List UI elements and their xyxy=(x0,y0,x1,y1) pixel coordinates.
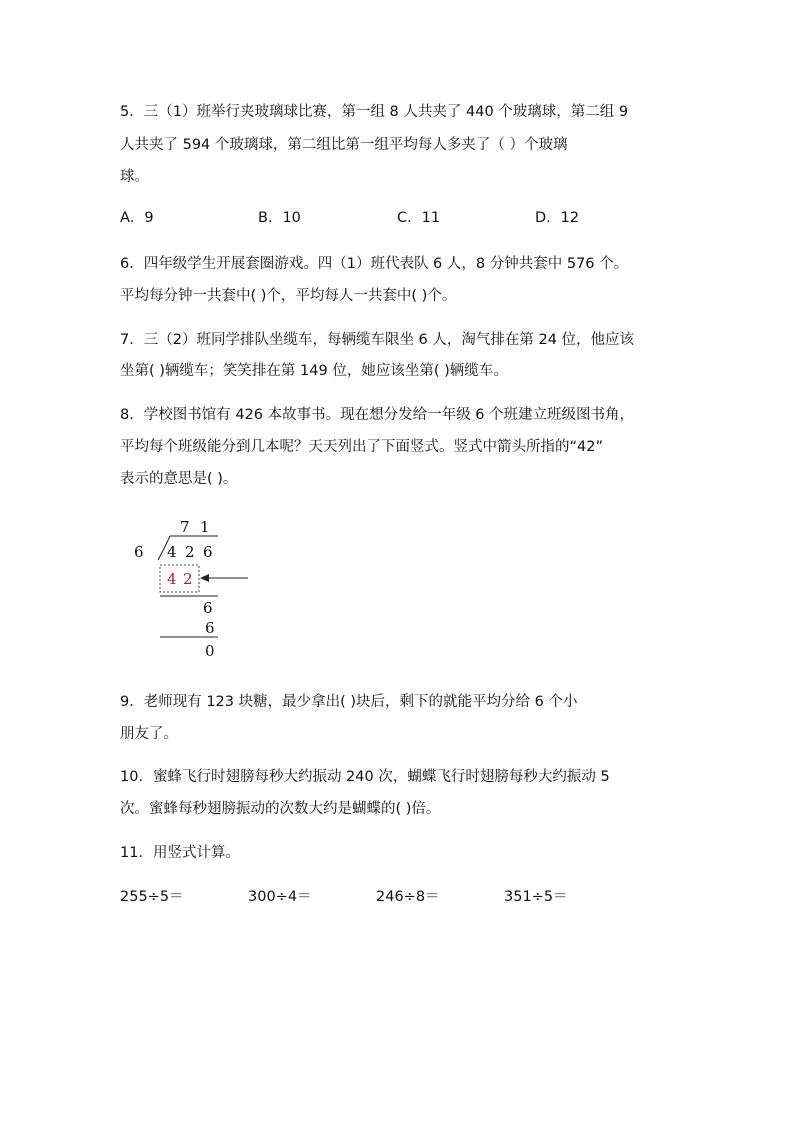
q5-option-b: B．10 xyxy=(258,210,301,226)
q11-item-4: 351÷5＝ xyxy=(504,889,568,905)
dividend-digit-1: 4 xyxy=(167,543,177,561)
q5-option-a: A．9 xyxy=(120,210,154,226)
divisor: 6 xyxy=(134,543,144,561)
q6-line-1: 6．四年级学生开展套圈游戏。四（1）班代表队 6 人，8 分钟共套中 576 个。 xyxy=(120,256,629,272)
q11-title: 11．用竖式计算。 xyxy=(120,845,240,861)
q5-option-d: D．12 xyxy=(535,210,580,226)
q8-line-2: 平均每个班级能分到几本呢？天天列出了下面竖式。竖式中箭头所指的“42” xyxy=(120,439,603,455)
q11-item-3: 246÷8＝ xyxy=(376,889,440,905)
step1-digit-1: 4 xyxy=(167,570,177,588)
highlight-box xyxy=(160,565,199,592)
q10-line-1: 10．蜜蜂飞行时翅膀每秒大约振动 240 次，蝴蝶飞行时翅膀每秒大约振动 5 xyxy=(120,769,610,785)
quotient-digit-1: 7 xyxy=(180,518,190,536)
q11-item-2: 300÷4＝ xyxy=(248,889,312,905)
q7-line-2: 坐第( )辆缆车；笑笑排在第 149 位，她应该坐第( )辆缆车。 xyxy=(120,363,508,379)
q8-line-1: 8．学校图书馆有 426 本故事书。现在想分发给一年级 6 个班建立班级图书角， xyxy=(120,407,635,423)
q5-option-c: C．11 xyxy=(397,210,441,226)
q9-line-2: 朋友了。 xyxy=(120,726,178,742)
dividend-digit-2: 2 xyxy=(185,543,195,561)
q6-line-2: 平均每分钟一共套中( )个，平均每人一共套中( )个。 xyxy=(120,288,457,304)
step2-digit: 6 xyxy=(203,599,213,617)
q7-line-1: 7．三（2）班同学排队坐缆车，每辆缆车限坐 6 人，淘气排在第 24 位，他应该 xyxy=(120,332,635,348)
q5-line-3: 球。 xyxy=(120,169,149,185)
q10-line-2: 次。蜜蜂每秒翅膀振动的次数大约是蝴蝶的( )倍。 xyxy=(120,801,441,817)
q5-line-1: 5．三（1）班举行夹玻璃球比赛，第一组 8 人共夹了 440 个玻璃球，第二组 9 xyxy=(120,104,629,120)
long-division-figure xyxy=(120,505,280,665)
remainder-digit: 0 xyxy=(205,642,215,660)
step1-digit-2: 2 xyxy=(183,570,193,588)
q5-line-2: 人共夹了 594 个玻璃球，第二组比第一组平均每人多夹了（ ）个玻璃 xyxy=(120,137,568,153)
quotient-digit-2: 1 xyxy=(200,518,210,536)
step3-digit: 6 xyxy=(205,619,215,637)
dividend-digit-3: 6 xyxy=(203,543,213,561)
q11-item-1: 255÷5＝ xyxy=(120,889,184,905)
q8-line-3: 表示的意思是( )。 xyxy=(120,471,238,487)
q9-line-1: 9．老师现有 123 块糖，最少拿出( )块后，剩下的就能平均分给 6 个小 xyxy=(120,694,578,710)
arrow-head xyxy=(200,574,209,582)
